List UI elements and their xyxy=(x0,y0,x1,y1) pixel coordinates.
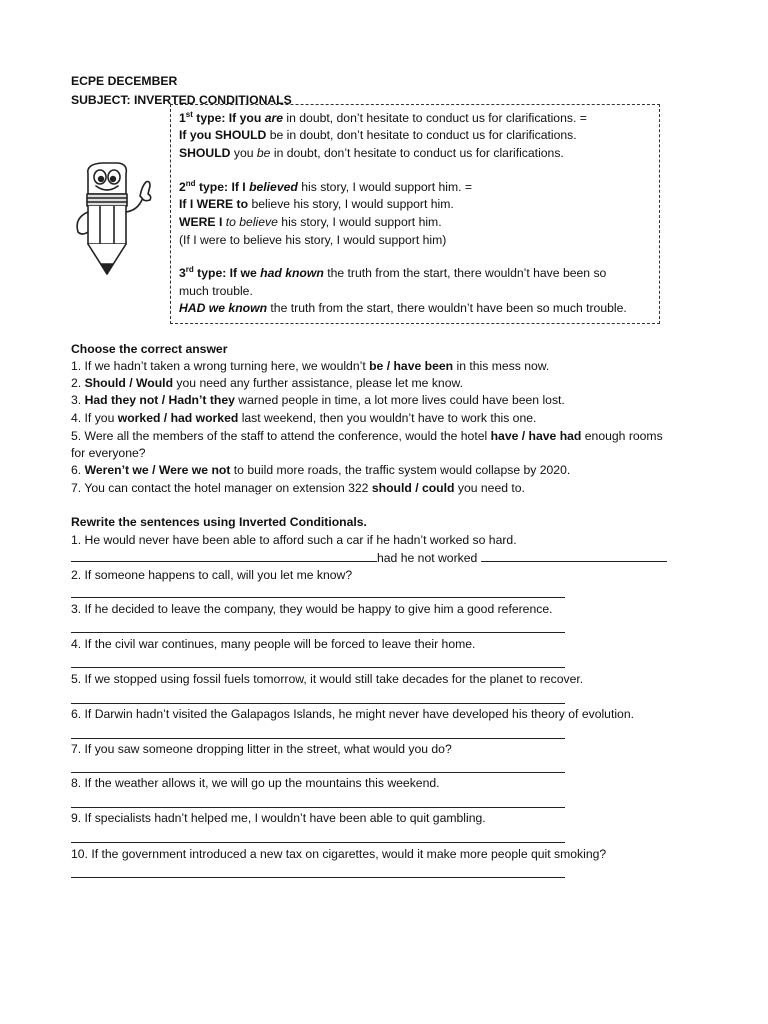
answer-blank-q6[interactable] xyxy=(71,738,565,739)
answer-blank-q2[interactable] xyxy=(71,597,565,598)
rewrite-q1-answer-line xyxy=(71,550,667,566)
answer-blank-q3[interactable] xyxy=(71,632,565,633)
choose-q2: 2. Should / Would you need any further assistance, please let me know. xyxy=(71,376,463,390)
rewrite-q7: 7. If you saw someone dropping litter in the street, what would you do? xyxy=(71,742,452,756)
rewrite-q8: 8. If the weather allows it, we will go up the mountains this weekend. xyxy=(71,776,440,790)
rewrite-q4: 4. If the civil war continues, many people will be forced to leave their home. xyxy=(71,637,476,651)
answer-blank-q5[interactable] xyxy=(71,703,565,704)
rewrite-q1-mid: had he not worked xyxy=(377,551,478,565)
choose-q3: 3. Had they not / Hadn’t they warned people in time, a lot more lives could have been lost. xyxy=(71,393,565,407)
rewrite-q1: 1. He would never have been able to afford such a car if he hadn’t worked so hard. xyxy=(71,533,517,547)
type3-line3: HAD we known the truth from the start, there wouldn’t have been so much trouble. xyxy=(179,301,627,315)
choose-q1: 1. If we hadn’t taken a wrong turning here, we wouldn’t be / have been in this mess now. xyxy=(71,359,550,373)
answer-blank-q4[interactable] xyxy=(71,667,565,668)
answer-blank-q10[interactable] xyxy=(71,877,565,878)
rewrite-q6: 6. If Darwin hadn’t visited the Galapagos Islands, he might never have developed his theory of evolution. xyxy=(71,707,634,721)
choose-heading: Choose the correct answer xyxy=(71,342,228,356)
type1-line1: 1st type: If you are in doubt, don’t hesitate to conduct us for clarifications. = xyxy=(179,109,587,125)
rewrite-q9: 9. If specialists hadn’t helped me, I wouldn’t have been able to quit gambling. xyxy=(71,811,486,825)
rewrite-q5: 5. If we stopped using fossil fuels tomorrow, it would still take decades for the planet to recover. xyxy=(71,672,584,686)
rewrite-q2: 2. If someone happens to call, will you let me know? xyxy=(71,568,353,582)
choose-q6: 6. Weren’t we / Were we not to build more roads, the traffic system would collapse by 2020. xyxy=(71,463,571,477)
type1-line3: SHOULD you be in doubt, don’t hesitate to conduct us for clarifications. xyxy=(179,146,564,160)
type1-line2: If you SHOULD be in doubt, don’t hesitate to conduct us for clarifications. xyxy=(179,128,577,142)
answer-blank-q9[interactable] xyxy=(71,842,565,843)
type3-line1: 3rd type: If we had known the truth from the start, there wouldn’t have been so xyxy=(179,264,607,280)
pencil-mascot-icon xyxy=(66,160,162,278)
answer-blank-left[interactable] xyxy=(71,550,377,562)
rewrite-q3: 3. If he decided to leave the company, they would be happy to give him a good reference. xyxy=(71,602,553,616)
answer-blank-right[interactable] xyxy=(481,550,667,562)
choose-q7: 7. You can contact the hotel manager on extension 322 should / could you need to. xyxy=(71,481,525,495)
doc-title: ECPE DECEMBER xyxy=(71,74,178,88)
answer-blank-q7[interactable] xyxy=(71,772,565,773)
type2-line3: WERE I to believe his story, I would support him. xyxy=(179,215,442,229)
type3-line2: much trouble. xyxy=(179,284,253,298)
type2-line2: If I WERE to believe his story, I would support him. xyxy=(179,197,454,211)
doc-subject: SUBJECT: INVERTED CONDITIONALS xyxy=(71,93,292,107)
rewrite-heading: Rewrite the sentences using Inverted Conditionals. xyxy=(71,515,367,529)
choose-q5-cont: for everyone? xyxy=(71,446,146,460)
type2-line4: (If I were to believe his story, I would support him) xyxy=(179,233,447,247)
type2-line1: 2nd type: If I believed his story, I would support him. = xyxy=(179,178,473,194)
rewrite-q10: 10. If the government introduced a new tax on cigarettes, would it make more people quit smoking? xyxy=(71,847,607,861)
choose-q5: 5. Were all the members of the staff to attend the conference, would the hotel have / have had enough rooms xyxy=(71,429,663,443)
answer-blank-q8[interactable] xyxy=(71,807,565,808)
choose-q4: 4. If you worked / had worked last weekend, then you wouldn’t have to work this one. xyxy=(71,411,537,425)
